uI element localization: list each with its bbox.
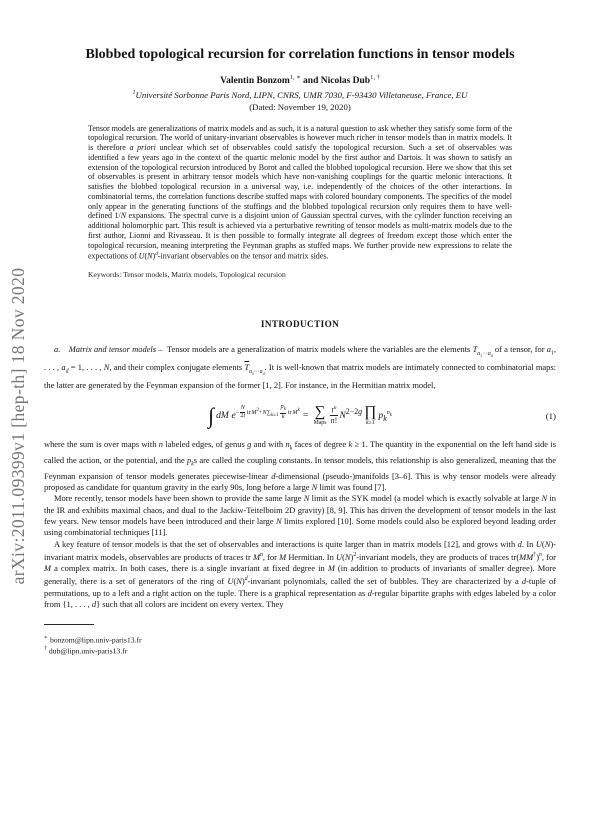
equation-body: ∫ dM $e^{- \frac{N}{2t} tr M^2+N\sum_{k\ge 1} \frac{p_k}{k} tr M^k}$ = ∑ Maps $\frac{t^n}{n!}$ $N^{2-2g}$ ∏ k≥1 $p_k^{n_k}$ xyxy=(208,402,392,428)
footnote-author-1 xyxy=(44,634,556,645)
keywords-line: Keywords: Tensor models, Matrix models, Topological recursion xyxy=(88,269,286,279)
arxiv-watermark: arXiv:2011.09399v1 [hep-th] 18 Nov 2020 xyxy=(8,267,28,585)
paper-page xyxy=(0,46,600,822)
affiliation-line: $^1$Université Sorbonne Paris Nord, LIPN, CNRS, UMR 7030, F-93430 Villetaneuse, France, EU xyxy=(132,89,468,100)
equation-1 xyxy=(44,400,556,432)
abstract-text: Tensor models are generalizations of matrix models and as such, it is a natural question to ask whether they satisfy some form of the topological recursion. The world of unitary-invariant observables is however much richer in tensor models than in matrix models. It is therefore a priori unclear which set of observables could satisfy the topological recursion. Such a set of observables was identified a few years ago in the context of the quartic melonic model by the first author and Dartois. It was shown to satisfy an extension of the topological recursion introduced by Borot and called the blobbed topological recursion. Here we show that this set of observables is present in arbitrary tensor models which have non-vanishing couplings for the quartic melonic interactions. It satisfies the blobbed topological recursion in a universal way, i.e. independently of the choices of the other interactions. In combinatorial terms, the correlation functions describe stuffed maps with colored boundary components. The specifics of the model only appear in the generating functions of the stuffings and the blobbed topological recursion only requires them to have well-defined 1/N expansions. The spectral curve is a disjoint union of Gaussian spectral curves, with the cylinder function receiving an additional holomorphic part. This result is achieved via a perturbative rewriting of tensor models as multi-matrix models due to the first author, Lionni and Rivasseau. It is then possible to formally integrate all degrees of freedom except those which enter the topological recursion, meaning interpreting the Feynman graphs as stuffed maps. We further provide new expressions to relate the expectations of $U(N)^d$-invariant observables on the tensor and matrix sides. xyxy=(88,123,513,262)
body-paragraph-2: where the sum is over maps with n labeled edges, of genus g and with $n_k$ faces of degree k ≥ 1. The quantity in the exponential on the left hand side is called the action, or the potential, and the $p_ks$ are called the coupling constants. In tensor models, this relationship is also generalized, meaning that the Feynman expansion of tensor models generates piecewise-linear d-dimensional (pseudo-)manifolds [3–6]. This is why tensor models were already proposed as candidate for quantum gravity in the early 90s, long before a large N limit was found [7]. xyxy=(44,438,556,492)
footnotes-block xyxy=(44,634,556,656)
footnote-marker-1: ∗ xyxy=(44,635,48,642)
paper-title: Blobbed topological recursion for correlation functions in tensor models xyxy=(85,47,515,62)
footnote-author-2 xyxy=(44,645,556,656)
body-paragraph-4: A key feature of tensor models is that the set of observables and interactions is quite larger than in matrix models [12], and grows with d. In U(N)-invariant matrix models, observables are products of traces tr $M^n$, for M Hermitian. In $U(N)^2$-invariant models, they are products of traces $tr(MM^\dagger)^n$, for M a complex matrix. In both cases, there is a single invariant at fixed degree in M (in addition to products of invariants of smaller degree). More generally, there is a set of generators of the ring of $U(N)^d$-invariant polynomials, called the set of bubbles. They are characterized by a d-tuple of permutations, up to a left and a right action on the tuple. There is a graphical representation as d-regular bipartite graphs with edges labeled by a color from {1, . . . , d} such that all colors are incident on every vertex. They xyxy=(44,538,556,609)
section-heading-introduction: INTRODUCTION xyxy=(260,318,340,329)
authors-line: Valentin Bonzom$^{1, ∗}$ and Nicolas Dub$^{1, \dagger}$ xyxy=(220,73,380,86)
date-line: (Dated: November 19, 2020) xyxy=(249,101,351,112)
footnote-email-1: bonzom@lipn.univ-paris13.fr xyxy=(49,635,142,645)
footnote-marker-2: † xyxy=(44,646,47,653)
footnote-separator xyxy=(44,624,94,625)
equation-number: (1) xyxy=(545,410,556,421)
body-paragraph-3: More recently, tensor models have been shown to provide the same large N limit as the SYK model (a model which is exactly solvable at large N in the IR and exhibits maximal chaos, and dual to the Jackiw-Teitelboim 2D gravity) [8, 9]. This has driven the development of tensor models in the last few years. New tensor models have been introduced and their large N limits explored [10]. Some models could also be explored beyond leading order using combinatorial techniques [11]. xyxy=(44,493,557,538)
body-paragraph-1: a. Matrix and tensor models – Tensor models are a generalization of matrix models where the variables are the elements $T_{a_1\cdot\cdot\cdot a_d}$ of a tensor, for $a_1$, . . . , $a_d = 1$, . . . , N, and their complex conjugate elements $\overline{T}_{a_1\cdot\cdot\cdot a_d}$. It is well-known that matrix models are intimately connected to combinatorial maps: the latter are generated by the Feynman expansion of the former [1, 2]. For instance, in the Hermitian matrix model, xyxy=(44,343,556,391)
footnote-email-2: dub@lipn.univ-paris13.fr xyxy=(48,647,128,657)
paper-content xyxy=(0,46,600,657)
